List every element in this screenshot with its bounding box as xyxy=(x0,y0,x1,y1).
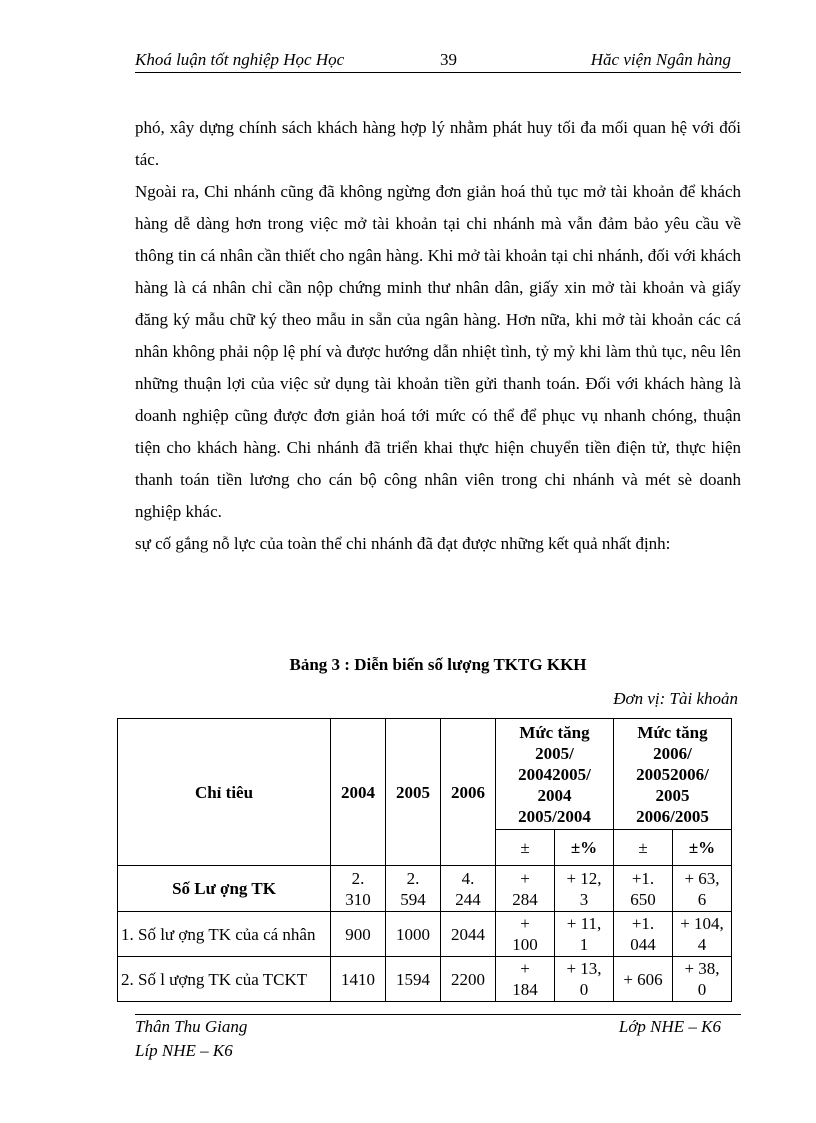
cell: + 606 xyxy=(614,957,673,1002)
header-2004: 2004 xyxy=(331,719,386,866)
page-footer xyxy=(135,1014,741,1060)
cell: + 13, 0 xyxy=(555,957,614,1002)
paragraph: phó, xây dựng chính sách khách hàng hợp lý nhằm phát huy tối đa mối quan hệ với đối tác. xyxy=(135,118,741,169)
class-label-secondary: Líp NHE – K6 xyxy=(135,1041,233,1060)
paragraph: Ngoài ra, Chi nhánh cũng đã không ngừng đơn giản hoá thủ tục mở tài khoản để khách hàng dễ dàng hơn trong việc mở tài khoản tại chi nhánh mà vẫn đảm bảo yêu cầu về thông tin cá nhân cần thiết cho ngân hàng. Khi mở tài khoản tại chi nhánh, đối với khách hàng là cá nhân chỉ cần nộp chứng minh thư nhân dân, giấy xin mở tài khoản và giấy đăng ký mẫu chữ ký theo mẫu in sẵn của ngân hàng. Hơn nữa, khi mở tài khoản các cá nhân không phải nộp lệ phí và được hướng dẫn nhiệt tình, tỷ mỷ khi làm thủ tục, nêu lên những thuận lợi của việc sử dụng tài khoản tiền gửi thanh toán. Đối với khách hàng là doanh nghiệp cũng được đơn giản hoá tới mức có thể để phục vụ nhanh chóng, thuận tiện cho khách hàng. Chi nhánh đã triển khai thực hiện chuyển tiền điện tử, thực hiện thanh toán tiền lương cho cán bộ công nhân viên trong chi nhánh và mét sè doanh nghiệp khác. xyxy=(135,182,741,521)
header-indicator: Chỉ tiêu xyxy=(118,719,331,866)
cell: 2. 594 xyxy=(386,866,441,912)
header-abs-2005: ± xyxy=(496,830,555,866)
header-2005: 2005 xyxy=(386,719,441,866)
row-label: Số Lư ợng TK xyxy=(118,866,331,912)
cell: 1594 xyxy=(386,957,441,1002)
table-unit: Đơn vị: Tài khoản xyxy=(613,689,738,708)
header-2006: 2006 xyxy=(441,719,496,866)
cell: + 184 xyxy=(496,957,555,1002)
table-row xyxy=(118,866,732,912)
header-pct-2005: ±% xyxy=(555,830,614,866)
header-thesis-title: Khoá luận tốt nghiệp Học Học xyxy=(135,50,345,69)
header-institution: Hăc viện Ngân hàng xyxy=(590,50,731,69)
header-pct-2006: ±% xyxy=(673,830,732,866)
cell: 4. 244 xyxy=(441,866,496,912)
cell: 1410 xyxy=(331,957,386,1002)
cell: + 104, 4 xyxy=(673,912,732,957)
table-caption: Bảng 3 : Diễn biến số lượng TKTG KKH xyxy=(289,655,587,674)
header-growth-2005: Mức tăng 2005/ 20042005/ 2004 2005/2004 xyxy=(496,719,614,830)
cell: 2044 xyxy=(441,912,496,957)
cell: + 38, 0 xyxy=(673,957,732,1002)
cell: +1. 044 xyxy=(614,912,673,957)
cell: + 12, 3 xyxy=(555,866,614,912)
table-row xyxy=(118,957,732,1002)
cell: + 284 xyxy=(496,866,555,912)
class-label: Lớp NHE – K6 xyxy=(618,1017,721,1036)
cell: 1000 xyxy=(386,912,441,957)
author-name: Thân Thu Giang xyxy=(135,1017,248,1036)
cell: +1. 650 xyxy=(614,866,673,912)
header-abs-2006: ± xyxy=(614,830,673,866)
cell: + 63, 6 xyxy=(673,866,732,912)
body-text xyxy=(135,112,741,560)
paragraph: sự cố gắng nỗ lực của toàn thể chi nhánh đã đạt được những kết quả nhất định: xyxy=(135,534,671,553)
header-growth-2006: Mức tăng 2006/ 20052006/ 2005 2006/2005 xyxy=(614,719,732,830)
cell: 2200 xyxy=(441,957,496,1002)
cell: + 11, 1 xyxy=(555,912,614,957)
row-label: 1. Số lư ợng TK của cá nhân xyxy=(118,912,331,957)
table-row xyxy=(118,912,732,957)
row-label: 2. Số l ượng TK của TCKT xyxy=(118,957,331,1002)
cell: + 100 xyxy=(496,912,555,957)
cell: 2. 310 xyxy=(331,866,386,912)
cell: 900 xyxy=(331,912,386,957)
page-number: 39 xyxy=(440,50,457,69)
accounts-table xyxy=(117,718,732,1002)
page-header xyxy=(135,48,741,73)
